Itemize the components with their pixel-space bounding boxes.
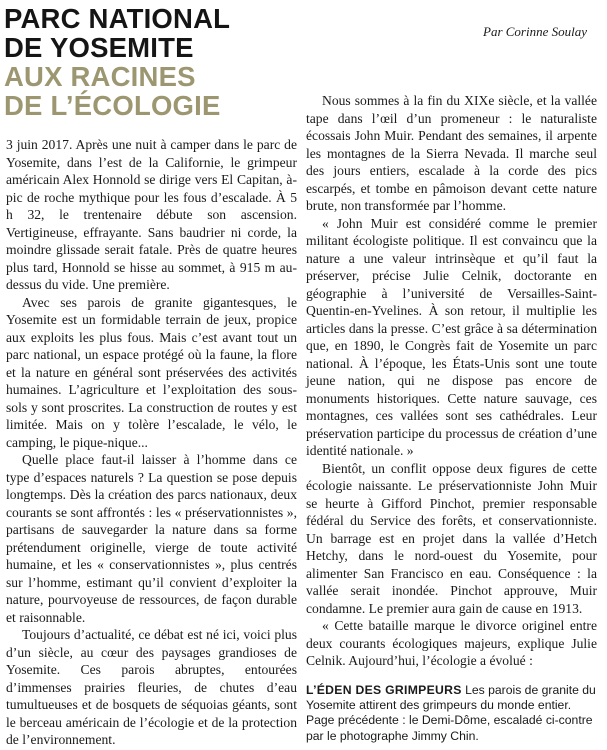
title-line-2: DE YOSEMITE [4,32,194,63]
byline: Par Corinne Soulay [483,24,587,39]
left-column [6,136,297,749]
subtitle-line-1: AUX RACINES [4,61,196,92]
right-column [306,92,597,670]
paragraph: Avec ses parois de granite gigantesques, le Yosemite est un formidable terrain de jeux, propice aux exploits les plus fous. Mais c’est avant tout un parc national, un espace protégé où la faune, la flore et la nature en général sont préservées des activités humaines. L’agriculture et l’exploitation des sous-sols y sont proscrites. La construction de routes y est limitée. Mais on y tolère l’escalade, le vélo, le camping, le pique-nique... [6,294,297,450]
caption-heading: L’ÉDEN DES GRIMPEURS [306,683,462,697]
title-line-1: PARC NATIONAL [4,3,231,34]
paragraph: Quelle place faut-il laisser à l’homme dans ce type d’espaces naturels ? La question se pose depuis longtemps. Dès la création des parcs nationaux, deux courants se sont affrontés : les « préservationnistes », partisans de sauvegarder la nature dans sa forme prétendument originelle, vierge de toute activité humaine, et les « conservationnistes », plus centrés sur l’homme, estimant qu’il convient d’exploiter la nature, pourvoyeuse de ressources, de façon durable et raisonnable. [6,452,297,625]
paragraph: Nous sommes à la fin du XIXe siècle, et la vallée tape dans l’œil d’un promeneur : le naturaliste écossais John Muir. Pendant des semaines, il arpente les montagnes de la Sierra Nevada. Il marche seul des jours entiers, escalade à la corde des pics escarpés, et tombe en pâmoison devant cette nature brute, non transformée par l’homme. [306,93,597,213]
article-title [4,4,304,120]
paragraph: « Cette bataille marque le divorce originel entre deux courants écologiques majeurs, explique Julie Celnik. Aujourd’hui, l’écologie a évolué : [306,618,597,668]
photo-caption [306,683,598,744]
paragraph: Toujours d’actualité, ce débat est né ici, voici plus d’un siècle, au cœur des paysages grandioses de Yosemite. Ces parois abruptes, entourées d’immenses prairies fleuries, de chutes d’eau tumultueuses et de bosquets de séquoias géants, sont le berceau américain de l’écologie et de la protection de l’environnement. [6,627,297,747]
paragraph: « John Muir est considéré comme le premier militant écologiste politique. Il est convaincu que la nature a une valeur intrinsèque et qu’il faut la préserver, précise Julie Celnik, doctorante en géographie à l’université de Versailles-Saint-Quentin-en-Yvelines. À son retour, il multiplie les articles dans la presse. C’est grâce à sa détermination que, en 1890, le Congrès fait de Yosemite un parc national. À l’époque, les États-Unis sont une toute jeune nation, qui ne dispose pas encore de monuments historiques. Cette nature sauvage, ces montagnes, ces vallées sont ses cathédrales. Leur préservation participe du processus de création d’une identité nationale. » [306,215,597,458]
caption-text: Les parois de granite du Yosemite attirent des grimpeurs du monde entier. Page précédente : le Demi-Dôme, escaladé ci-contre par le photographe Jimmy Chin. [306,683,596,743]
paragraph: Bientôt, un conflit oppose deux figures de cette écologie naissante. Le préservationniste John Muir se heurte à Gifford Pinchot, premier responsable fédéral du Service des forêts, et conservationniste. Un barrage est en projet dans la vallée d’Hetch Hetchy, dans le nord-ouest du Yosemite, pour alimenter San Francisco en eau. Conséquence : la vallée serait inondée. Pinchot approuve, Muir condamne. Le premier aura gain de cause en 1913. [306,460,597,616]
paragraph: 3 juin 2017. Après une nuit à camper dans le parc de Yosemite, dans l’est de la Californie, le grimpeur américain Alex Honnold se dirige vers El Capitan, à-pic de roche mythique pour les fous d’escalade. À 5 h 32, le trentenaire débute son ascension. Vertigineuse, effrayante. Sans baudrier ni corde, la moindre glissade serait fatale. Près de quatre heures plus tard, Honnold se hisse au sommet, à 915 m au-dessus du vide. Une première. [6,137,297,292]
subtitle-line-2: DE L’ÉCOLOGIE [4,90,221,121]
